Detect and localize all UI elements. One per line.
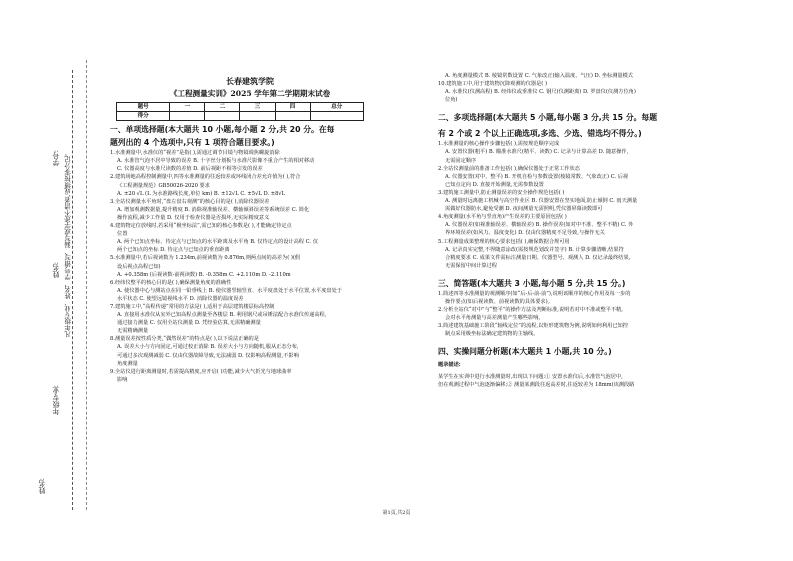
question-text: 2.建筑场地高程控制测量中,四等水准测量的往返较差或环线闭合差允许值为( ),符合 [110,174,301,181]
question-text: 2.分析全站仪“对中”与“整平”的操作方法及判断标准,说明若对中不准或整平不精, [438,307,623,314]
question-options: 合精度要求 C. 成果文件需标注测量日期、仪器型号、观测人 D. 仅记录最终结果, [445,254,631,261]
question-text-cont: 影响 [117,376,128,383]
section-1-title-cont: 题列出的 4 个选项中,只有 1 项符合题目要求。) [110,138,275,148]
score-cell: 二 [205,103,240,112]
question-options: A. +0.358m (后视读数-前视读数) B. -0.358m C. +2.110m D. -2.110m [117,271,291,278]
question-options: 角度测量 [117,360,138,367]
question-text: 4.角度测量(水平角与竖直角)产生误差的主要原因包括( ) [438,214,567,221]
question-options: 界环境误差(如风力、温度变化) D. 仅由仪器精度不足导致,与操作无关 [445,230,605,237]
question-options: 无需精确测量 [117,328,149,335]
binding-dashed-line [72,70,73,510]
score-cell: 一 [170,103,205,112]
signature-label: 姓名: [38,478,46,495]
question-options: 无需保留中间计算过程 [445,262,497,269]
section-2-title: 二、多项选择题(本大题共 5 小题,每小题 3 分,共 15 分。每题 [438,113,658,123]
binding-dashed-line-outer [86,60,87,510]
question-text-cont: 位置 [117,231,128,238]
score-input-cell[interactable] [205,112,240,121]
question-text: 6.经纬仪整平的核心目的是( ),确保测量角度的准确性 [110,279,232,286]
question-text: 10.建筑施工中,用于建筑物沉降观测的仪器是( ) [438,81,547,88]
question-text: 1.水准测量的核心操作步骤包括( ),需按规范顺序完成 [438,141,560,148]
exam-title: 《工程测量实训》2025 学年第二学期期末试卷 [169,89,331,98]
question-options: A. 直接用水准仪从室外已知高程点测量至各楼层 B. 利用钢尺或吊锤法配合水准仪传递高程, [117,312,327,319]
question-options: 通过接力测量 C. 仅用全站仪测量 D. 凭经验估算,无需精确测量 [117,320,261,327]
score-cell: 题号 [117,103,170,112]
question-options: A. 两个已知点坐标、待定点与已知点的水平距离及水平角 B. 仅待定点的设计高程 C. 仅 [117,239,318,246]
school-name: 长春建筑学院 [226,76,274,86]
question-options: 水平状态 C. 使望远镜视线水平 D. 消除仪器的温度误差 [117,295,244,302]
question-options: 可通过多次观测减弱 C. 仅由仪器故障导致,无法减弱 D. 仅影响高程测量,不影响 [117,352,299,359]
case-text: 某学生在实训中进行水准测量时,出现以下问题:① 安置水准仪后,水准管气泡居中, [438,373,623,380]
question-text: 3.建筑施工测量中,防止测量误差的安全操作规范包括( ) [438,189,565,196]
case-text: 但在观测过程中气泡逐渐偏移;② 测量某测段往返高差时,往返较差为 18mm(该测段路 [438,381,635,388]
question-options: A. 水准管气泡不居中导致的误差 B. 十字丝分划板与水准尺影像不重合产生的相对移动 [117,158,315,165]
question-text: 4.建筑物定位放线时,若采用“极坐标法”,需已知的核心参数是( ),才能确定待定点 [110,223,292,230]
question-text: 5.水准测量中,若后视读数为 1.234m,前视读数为 0.876m,则两点间的高差为( )(假 [110,255,301,262]
question-options: 位角) [445,97,458,104]
question-text: 8.测量误差按性质分类,“偶然误差”的特点是( ),以下说法正确的是 [110,336,259,343]
score-input-cell[interactable] [170,112,205,121]
question-options: A. 水准仪(仪测高程) B. 经纬仪或垂准仪 C. 钢尺(仪测距离) D. 罗盘仪(仪测方位角) [445,89,636,96]
question-options: 两个已知点的坐标 D. 待定点与已知点的垂直距离 [117,247,230,254]
section-3-title: 三、简答题(本大题共 3 小题,每小题 5 分,共 15 分。) [438,278,626,288]
score-cell: 三 [240,103,275,112]
question-options: 操作流程,减少工作量 D. 仅用于检查仪器是否损坏,无实际精度意义 [117,214,270,221]
section-4-title: 四、实操问题分析题(本大题共 1 小题,共 10 分。) [438,347,612,357]
case-label: 题录描述: [438,362,461,369]
page-footer: 第1页,共2页 [382,510,411,516]
question-options: A. ±20 √L (L 为水准路线长度,单位 km) B. ±12√L C. ±5√L D. ±8√L [117,190,286,197]
left-column [110,76,400,384]
section-2-title-cont: 有 2 个或 2 个以上正确选项,多选、少选、错选均不得分。) [438,129,642,139]
question-text: 5.工程测量成果整理的核心要求包括( ),确保数据合规可用 [438,238,570,245]
question-text: 3.简述建筑基础施工阶段“轴线定位”的流程,以矩形建筑物为例,说明如何利用已知控 [438,323,628,330]
score-input-cell[interactable] [310,112,363,121]
question-options: A. 使仪器中心与测站点在同一铅垂线上 B. 使仪器竖轴竖直、水平度盘处于水平位置,水平度盘处于 [117,287,342,294]
score-table-header-row [117,103,364,112]
score-cell: 得分 [117,112,170,121]
question-text-cont: 会对水平角测量与高差测量产生哪些影响。 [445,315,544,322]
question-text: 3.全站仪测量水平角时,“盘左盘右观测”的核心目的是( ),消除仪器误差 [110,198,270,205]
score-table-score-row [117,112,364,121]
question-options: A. 角度测量模式 B. 棱镜常数设置 C. 气象改正(输入温度、气压) D. 坐标测量模式 [445,73,633,79]
score-cell: 四 [275,103,310,112]
question-text: 1.水准测量中,水准仪的“视差”是指( ),需通过调节目镜与物镜调焦螺旋消除 [110,150,280,157]
question-options: A. 仪器误差(如视准轴误差、横轴误差) B. 操作误差(如对中不准、整平不精) C. 外 [445,222,634,229]
question-options: 需做好仪器防水,避免受潮 D. 夜间测量无需照明,凭仪器屏幕读数即可 [445,206,603,213]
binding-margin [0,0,88,561]
right-column [438,72,728,389]
score-table [116,102,364,121]
question-text: 7.建筑施工中,“高程传递”常用的方法是( ),适用于高层建筑楼层标高控制 [110,303,275,310]
question-options: C. 仪器高度与水准尺读数的差值 D. 前后视距不相等引发的误差 [117,166,263,173]
question-options: 已知点定向 D. 直接开始测量,无需参数设置 [445,181,544,188]
question-text-cont: 《工程测量规范》GB50026-2020 要求 [117,182,210,189]
question-options: A. 测量时远离施工机械与高空作业区 B. 仪器安置在坚实地面,防止倾倒 C. 雨天测量 [445,198,638,205]
question-options: 无需固定顺序 [445,157,477,164]
question-options: A. 误差大小与方向固定,可通过校正消除 B. 误差大小与方向随机,服从正态分布, [117,344,299,351]
score-input-cell[interactable] [275,112,310,121]
question-options: A. 增加观测数据量,提升精度 B. 消除视准轴误差、横轴倾斜误差等系统误差 C. 简化 [117,206,310,213]
question-options: A. 记录真实完整,不得随意涂改(需按规范划改并签字) B. 计算步骤清晰,结果符 [445,246,624,253]
question-text: 1.简述四等水准测量的观测顺序(如“后-后-前-前”),说明该顺序的核心作用及每一步的 [438,290,631,297]
question-text: 2.全站仪测量前的准备工作包括( ),确保仪器处于正常工作状态 [438,165,580,172]
score-input-cell[interactable] [240,112,275,121]
class-label: 年级专业: [52,385,60,416]
question-text-cont: 操作要点(如后视读数、前视读数的具体要求)。 [445,298,553,305]
score-cell: 总分 [310,103,363,112]
question-options: A. 安置仪器(粗平) B. 瞄准水准尺(精平、读数) C. 记录与计算高差 D. 随意操作, [445,149,629,156]
question-text-cont: 设后视点高程已知) [117,263,161,270]
question-text: 9.全站仪进行距离测量时,若需提高精度,应开启( )功能,减少大气折光与地球曲率 [110,368,292,375]
question-text-cont: 制点采用极坐标法确定建筑物的主轴线。 [445,331,539,338]
question-options: A. 仪器安置(对中、整平) B. 开机自检与参数设置(棱镜常数、气象改正) C. 后视 [445,173,629,180]
binding-instructions: 凡年级专业、姓名、学号错写、漏写或字迹不清者,成绩按零分记。 [64,150,72,338]
name-label: 姓名: [52,262,60,279]
student-id-label: 学号: [52,150,60,167]
section-1-title: 一、单项选择题(本大题共 10 小题,每小题 2 分,共 20 分。在每 [110,125,335,135]
